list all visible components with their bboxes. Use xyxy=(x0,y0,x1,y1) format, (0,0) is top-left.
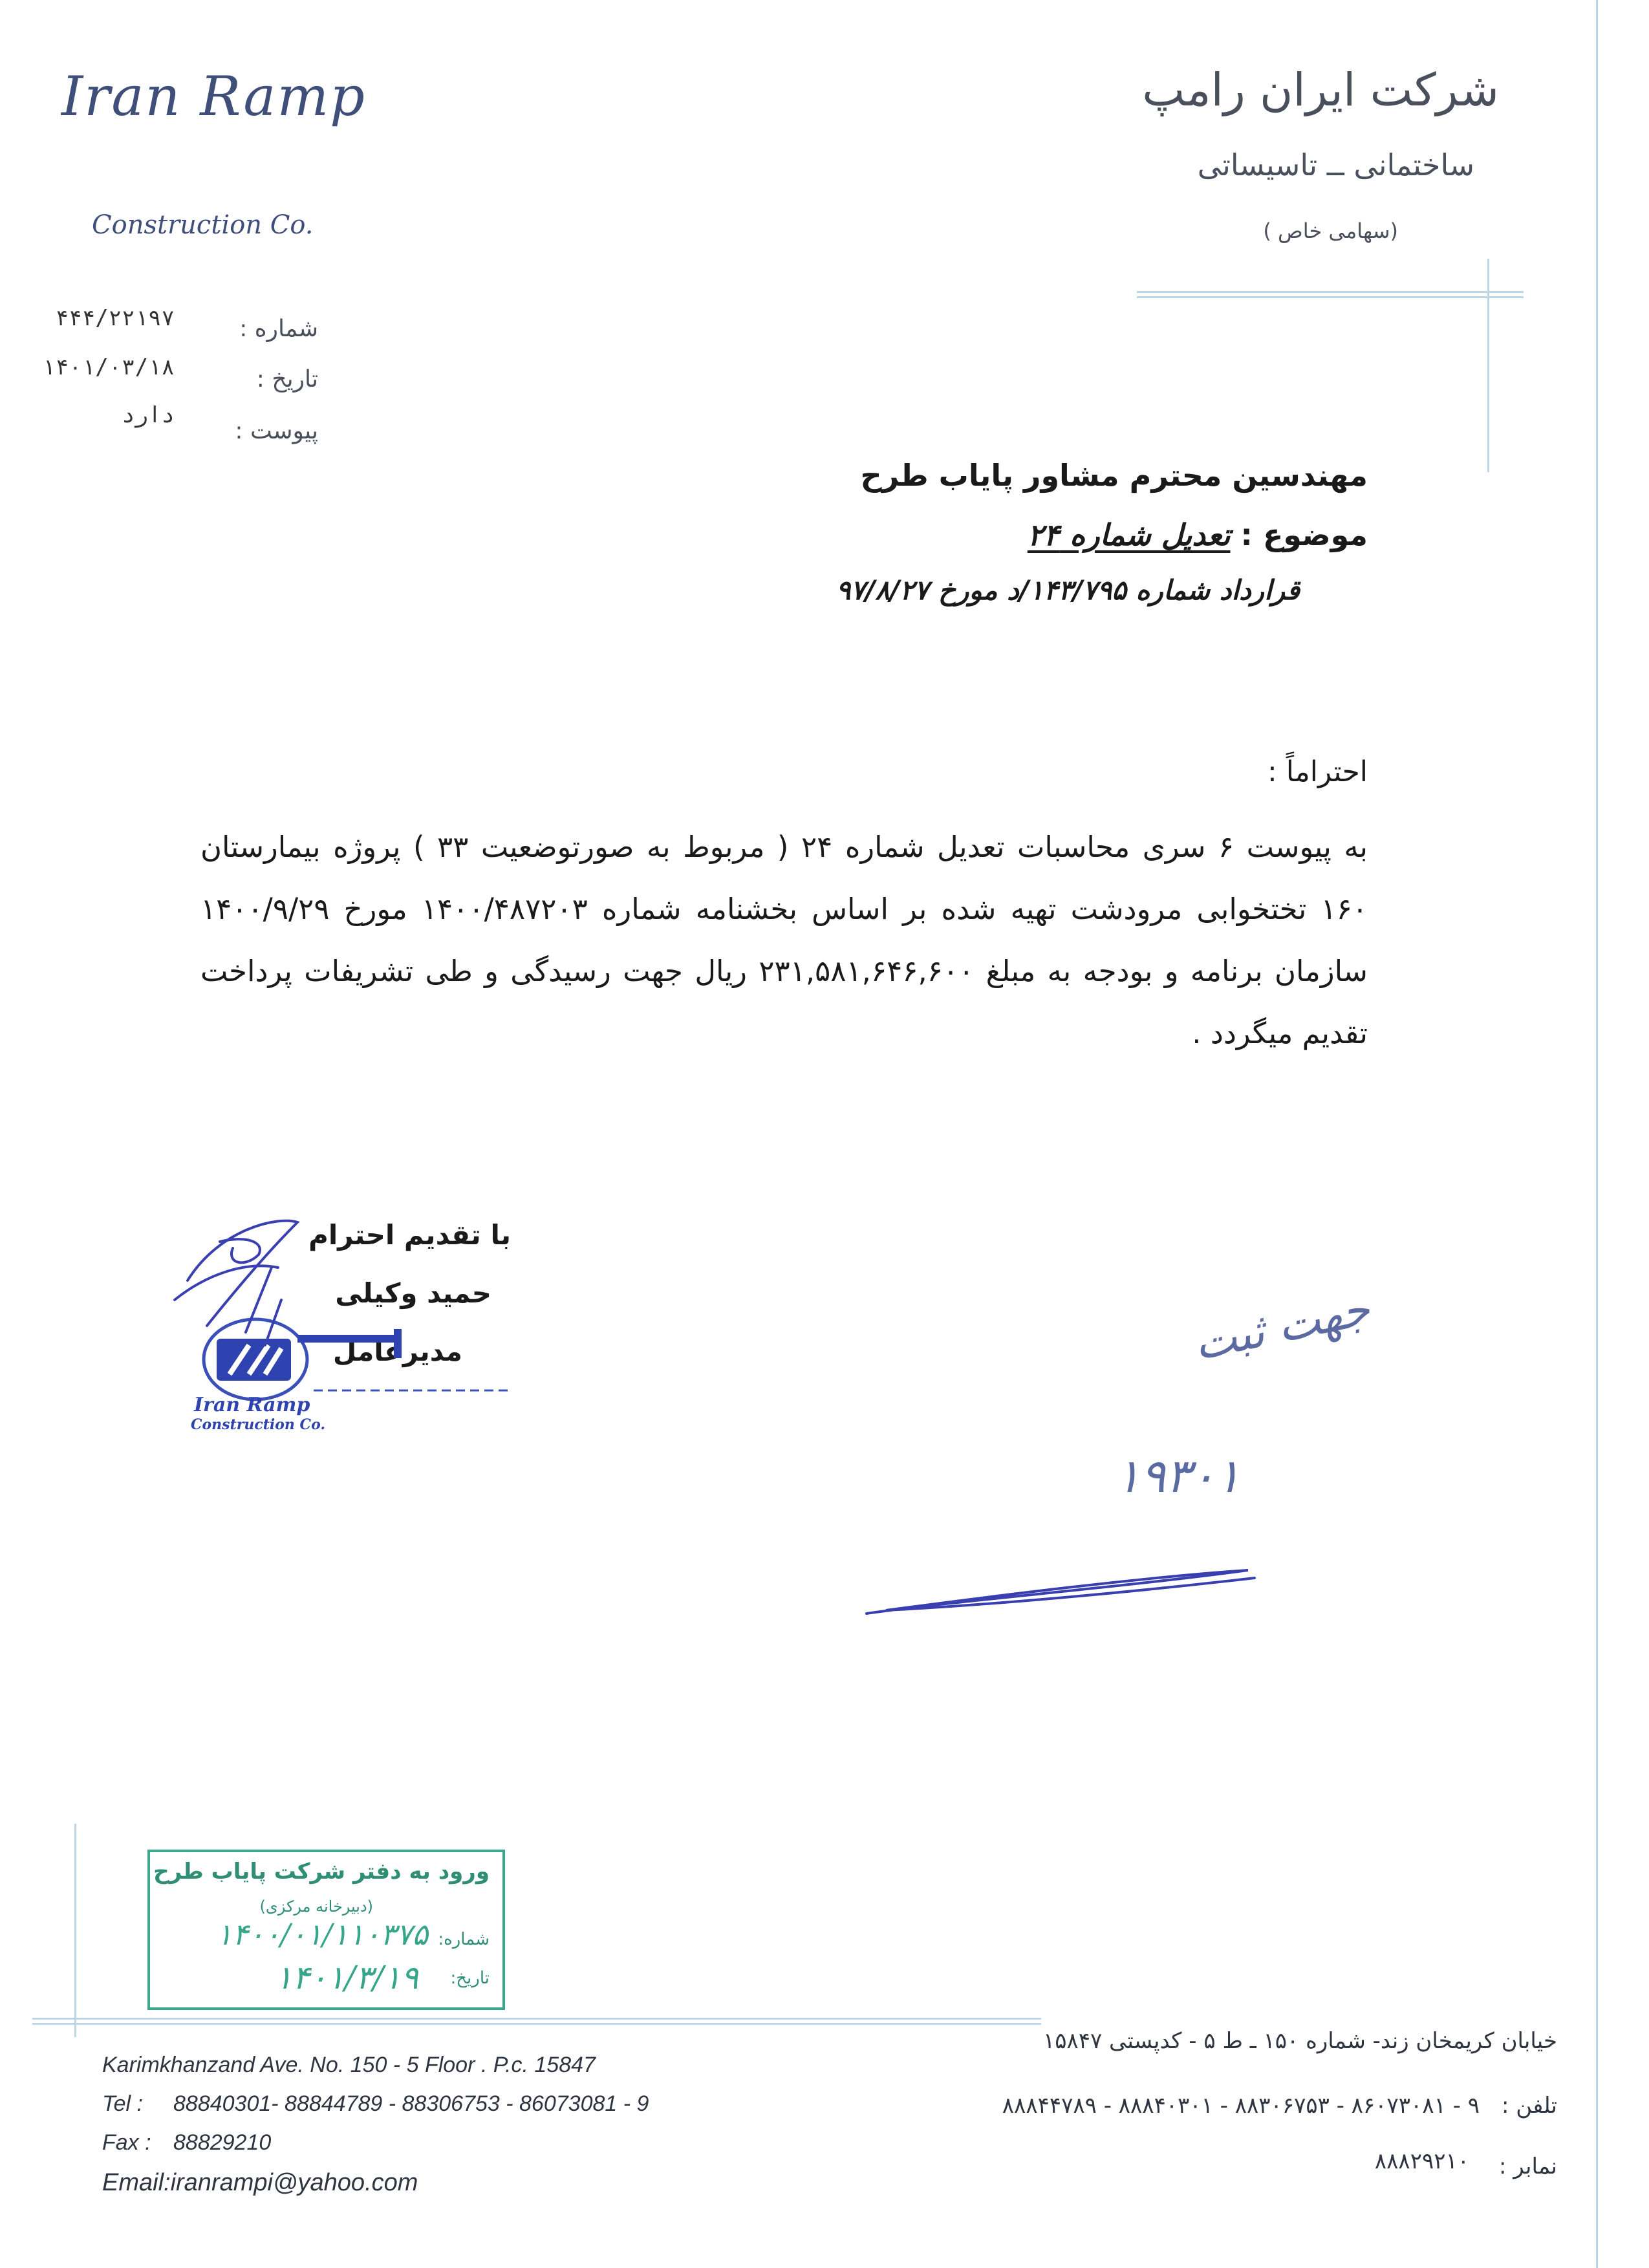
greeting: احتراماً : xyxy=(1267,755,1368,788)
footer-address-fa: خیابان کریمخان زند- شماره ۱۵۰ ـ ط ۵ - کدپستی ۱۵۸۴۷ xyxy=(1042,2028,1557,2054)
handwritten-note xyxy=(1099,1282,1375,1384)
footer-tel-label: Tel : xyxy=(102,2091,144,2116)
letterhead-rule-top-2 xyxy=(1137,296,1524,298)
footer-address-en: Karimkhanzand Ave. No. 150 - 5 Floor . P.c. 15847 xyxy=(102,2053,596,2077)
footer-rule-vertical xyxy=(74,1824,76,2037)
closing-phrase: با تقدیم احترام xyxy=(308,1219,511,1251)
receipt-stamp xyxy=(147,1850,505,2010)
brand-subtitle-fa: ساختمانی ــ تاسیساتی xyxy=(1197,147,1474,182)
brand-subtitle-en: Construction Co. xyxy=(92,210,314,240)
handwritten-number: ۱۹۳۰۱ xyxy=(1116,1449,1241,1503)
letter-body: به پیوست ۶ سری محاسبات تعدیل شماره ۲۴ ( مربوط به صورتوضعیت ۳۳ ) پروژه بیمارستان ۱۶۰ تختخوابی مرودشت تهیه شده بر اساس بخشنامه شماره ۱۴۰۰/۴۸۷۲۰۳ مورخ ۱۴۰۰/۹/۲۹ سازمان برنامه و بودجه به مبلغ ۲۳۱,۵۸۱,۶۴۶,۶۰۰ ریال جهت رسیدگی و طی تشریفات پرداخت تقدیم میگردد . xyxy=(200,830,1368,1050)
signer-title: مدیرعامل xyxy=(332,1335,462,1367)
footer-phone-value-fa: ۹ - ۸۶۰۷۳۰۸۱ - ۸۸۳۰۶۷۵۳ - ۸۸۸۴۰۳۰۱ - ۸۸۸۴۴۷۸۹ xyxy=(1002,2093,1480,2119)
footer-phone-label-fa: تلفن : xyxy=(1501,2093,1557,2119)
footer-email: Email:iranrampi@yahoo.com xyxy=(102,2169,418,2196)
receipt-stamp-number-value: ۱۴۰۰/۰۱/۱۱۰۳۷۵ xyxy=(216,1917,428,1952)
handwritten-signature-icon xyxy=(860,1552,1261,1630)
footer-fax-label: Fax : xyxy=(102,2130,151,2155)
receipt-stamp-date-label: تاریخ: xyxy=(450,1969,490,1988)
brand-company-type-fa: (سهامی خاص ) xyxy=(1263,219,1398,243)
footer-rule xyxy=(32,2018,1041,2020)
subject-label: موضوع : xyxy=(1240,517,1368,552)
receipt-stamp-date-value: ۱۴۰۱/۳/۱۹ xyxy=(275,1959,418,1996)
letterhead-rule-top xyxy=(1137,291,1524,293)
footer-fax-label-fa: نمابر : xyxy=(1499,2154,1557,2179)
brand-name-fa: شرکت ایران رامپ xyxy=(1142,63,1499,116)
footer-fax-value-fa: ۸۸۸۲۹۲۱۰ xyxy=(1374,2148,1469,2174)
attachment-value: دارد xyxy=(122,402,175,428)
receipt-stamp-title: ورود به دفتر شرکت پایاب طرح xyxy=(153,1859,490,1885)
page-right-border xyxy=(1596,0,1598,2268)
attachment-label: پیوست : xyxy=(235,418,318,444)
number-value: ۴۴۴/۲۲۱۹۷ xyxy=(55,305,175,331)
manager-signature xyxy=(168,1203,323,1397)
seal-brand-en: Iran Ramp xyxy=(194,1394,310,1416)
subject-value: تعدیل شماره ۲۴ xyxy=(1027,517,1231,552)
brand-name-en: Iran Ramp xyxy=(61,65,366,128)
receipt-stamp-subtitle: (دبیرخانه مرکزی) xyxy=(259,1897,373,1916)
footer-tel-value: 88840301- 88844789 - 88306753 - 86073081 - 9 xyxy=(173,2091,649,2116)
number-label: شماره : xyxy=(239,316,318,342)
date-label: تاریخ : xyxy=(256,366,318,393)
addressee: مهندسین محترم مشاور پایاب طرح xyxy=(860,458,1368,493)
date-value: ۱۴۰۱/۰۳/۱۸ xyxy=(42,354,175,380)
contract-reference: قرارداد شماره ۱۴۳/۷۹۵/د مورخ ۹۷/۸/۲۷ xyxy=(835,574,1300,606)
receipt-stamp-number-label: شماره: xyxy=(438,1930,490,1949)
footer-rule-2 xyxy=(32,2023,1041,2025)
handwritten-note-text: جهت ثبت xyxy=(1189,1282,1375,1371)
handwritten-signature xyxy=(860,1552,1261,1630)
letterhead-rule-vertical xyxy=(1487,259,1489,472)
signer-name: حمید وکیلی xyxy=(335,1277,491,1309)
subject-line xyxy=(1028,517,1368,552)
seal-brand-en-sub: Construction Co. xyxy=(191,1416,326,1433)
footer-fax-value: 88829210 xyxy=(173,2130,272,2155)
signature-scribble-icon xyxy=(168,1203,323,1397)
